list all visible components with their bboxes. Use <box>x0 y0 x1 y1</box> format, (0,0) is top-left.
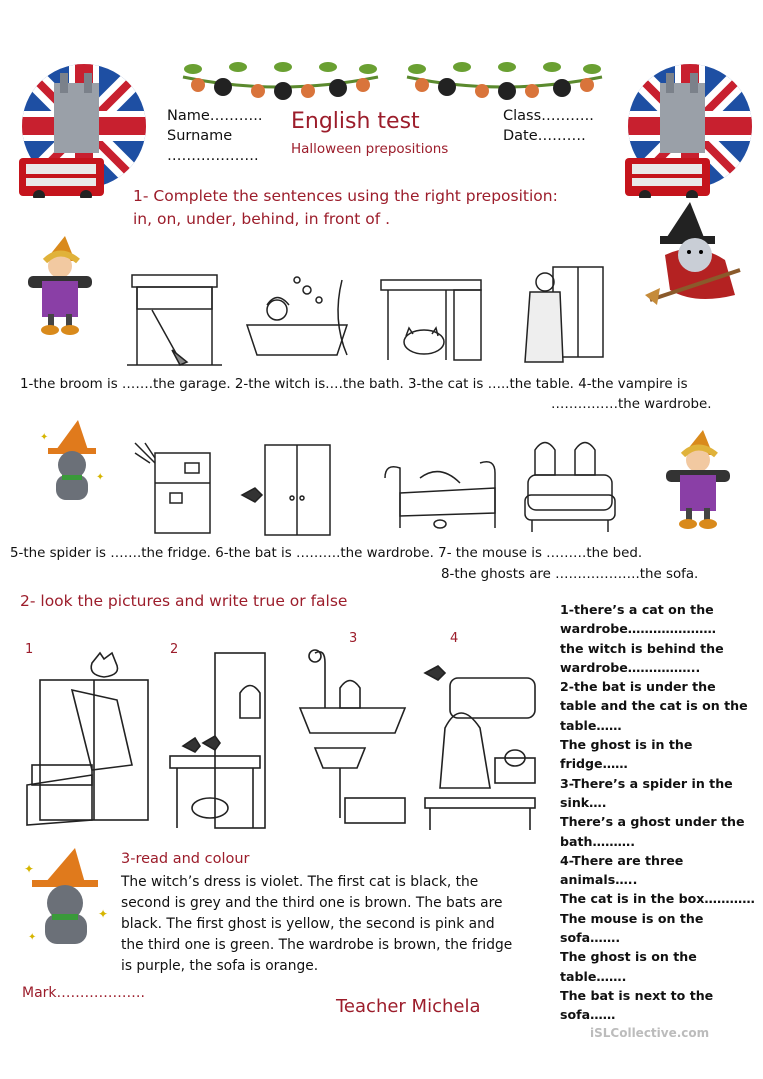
statement-line: The ghost is on the <box>560 949 697 965</box>
section3-line: the third one is green. The wardrobe is brown, the fridge <box>121 937 513 953</box>
section1-instruction-line2: in, on, under, behind, in front of . <box>133 210 391 228</box>
row1-sentences-line2: ……………the wardrobe. <box>551 397 712 412</box>
picture-vampire-wardrobe <box>515 262 610 372</box>
section2-instruction: 2- look the pictures and write true or false <box>20 592 348 610</box>
london-emblem-left <box>14 58 154 198</box>
statement-line[interactable]: sofa…… <box>560 1007 616 1023</box>
picture-3-bath-sink <box>295 648 410 833</box>
name-field[interactable]: Name……….. <box>167 108 263 124</box>
picture-4-sofa-box <box>420 648 540 833</box>
statements-list <box>560 600 760 1025</box>
picture-mouse-bed <box>380 448 500 536</box>
cat-witch-hat-image <box>38 420 108 505</box>
section3-line: is purple, the sofa is orange. <box>121 958 319 974</box>
page-title: English test <box>291 109 420 134</box>
picture-bat-wardrobe <box>240 440 340 540</box>
statement-line: The mouse is on the <box>560 910 704 926</box>
statement-line[interactable]: bath………. <box>560 833 636 849</box>
section3-line: second is grey and the third one is brown. The bats are <box>121 895 503 911</box>
picture-witch-bath <box>237 270 357 370</box>
picture-cat-table <box>376 270 488 370</box>
statement-line: the witch is behind the <box>560 640 724 656</box>
statement-line: 2-the bat is under the <box>560 679 716 695</box>
statement-line[interactable]: sink…. <box>560 794 607 810</box>
svg-text:✦: ✦ <box>24 862 35 876</box>
cat-witch-hat-image-2 <box>20 848 115 948</box>
flying-witch-image <box>645 200 745 310</box>
girl-witch-image <box>20 236 100 336</box>
svg-text:✦: ✦ <box>96 472 105 483</box>
svg-text:✦: ✦ <box>40 432 49 443</box>
statement-line[interactable]: sofa……. <box>560 930 621 946</box>
london-emblem-right <box>620 58 760 198</box>
picture-garage-broom <box>122 270 227 370</box>
picture-1-wardrobe-witch <box>22 645 152 830</box>
row2-sentences-line1: 5-the spider is …….the fridge. 6-the bat is ……….the wardrobe. 7- the mouse is ………the bed. <box>10 546 643 561</box>
row2-sentences-line2: 8-the ghosts are ……………….the sofa. <box>441 567 699 582</box>
statement-line: 1-there’s a cat on the <box>560 602 714 617</box>
teacher-signature: Teacher Michela <box>336 996 481 1017</box>
section1-instruction-line1: 1- Complete the sentences using the right preposition: <box>133 187 558 205</box>
picture-ghosts-sofa <box>520 440 620 535</box>
surname-field[interactable]: ………………. <box>167 148 259 164</box>
date-field[interactable]: Date………. <box>503 128 586 144</box>
class-field[interactable]: Class……….. <box>503 108 594 124</box>
picture-2-bat-table-ghost <box>165 648 275 833</box>
berry-garland-right <box>402 55 607 105</box>
section3-line: The witch’s dress is violet. The first cat is black, the <box>121 874 479 890</box>
statement-line: 3-There’s a spider in the <box>560 775 733 791</box>
girl-witch-image-2 <box>658 430 738 530</box>
statement-line[interactable]: wardrobe…………….. <box>560 659 701 675</box>
statement-line: 4-There are three <box>560 852 684 868</box>
berry-garland-left <box>178 55 383 105</box>
statement-line[interactable]: The cat is in the box………… <box>560 891 755 907</box>
picture-spider-fridge <box>130 438 220 538</box>
page-subtitle: Halloween prepositions <box>291 141 449 157</box>
statement-line[interactable]: table……. <box>560 968 627 984</box>
watermark: iSLCollective.com <box>590 1026 710 1040</box>
statement-line[interactable]: fridge…… <box>560 756 628 772</box>
mark-field[interactable]: Mark………………. <box>22 985 145 1001</box>
statement-line: There’s a ghost under the <box>560 814 745 830</box>
svg-text:✦: ✦ <box>98 907 109 921</box>
section3-line: black. The first ghost is yellow, the second is pink and <box>121 916 495 932</box>
section3-text <box>121 872 512 977</box>
statement-line[interactable]: wardrobe………………… <box>560 621 716 637</box>
surname-label: Surname <box>167 128 233 144</box>
statement-line[interactable]: animals….. <box>560 872 638 888</box>
pic-number-4: 4 <box>450 631 459 646</box>
pic-number-1: 1 <box>25 642 34 657</box>
row1-sentences-line1: 1-the broom is …….the garage. 2-the witch is….the bath. 3-the cat is …..the table. 4-the vampire is <box>20 377 688 392</box>
pic-number-2: 2 <box>170 642 179 657</box>
statement-line: The ghost is in the <box>560 737 693 753</box>
statement-line: The bat is next to the <box>560 987 714 1003</box>
svg-text:✦: ✦ <box>28 932 37 943</box>
section3-title: 3-read and colour <box>121 851 250 867</box>
pic-number-3: 3 <box>349 631 358 646</box>
statement-line[interactable]: table…… <box>560 717 622 733</box>
statement-line: table and the cat is on the <box>560 698 748 714</box>
